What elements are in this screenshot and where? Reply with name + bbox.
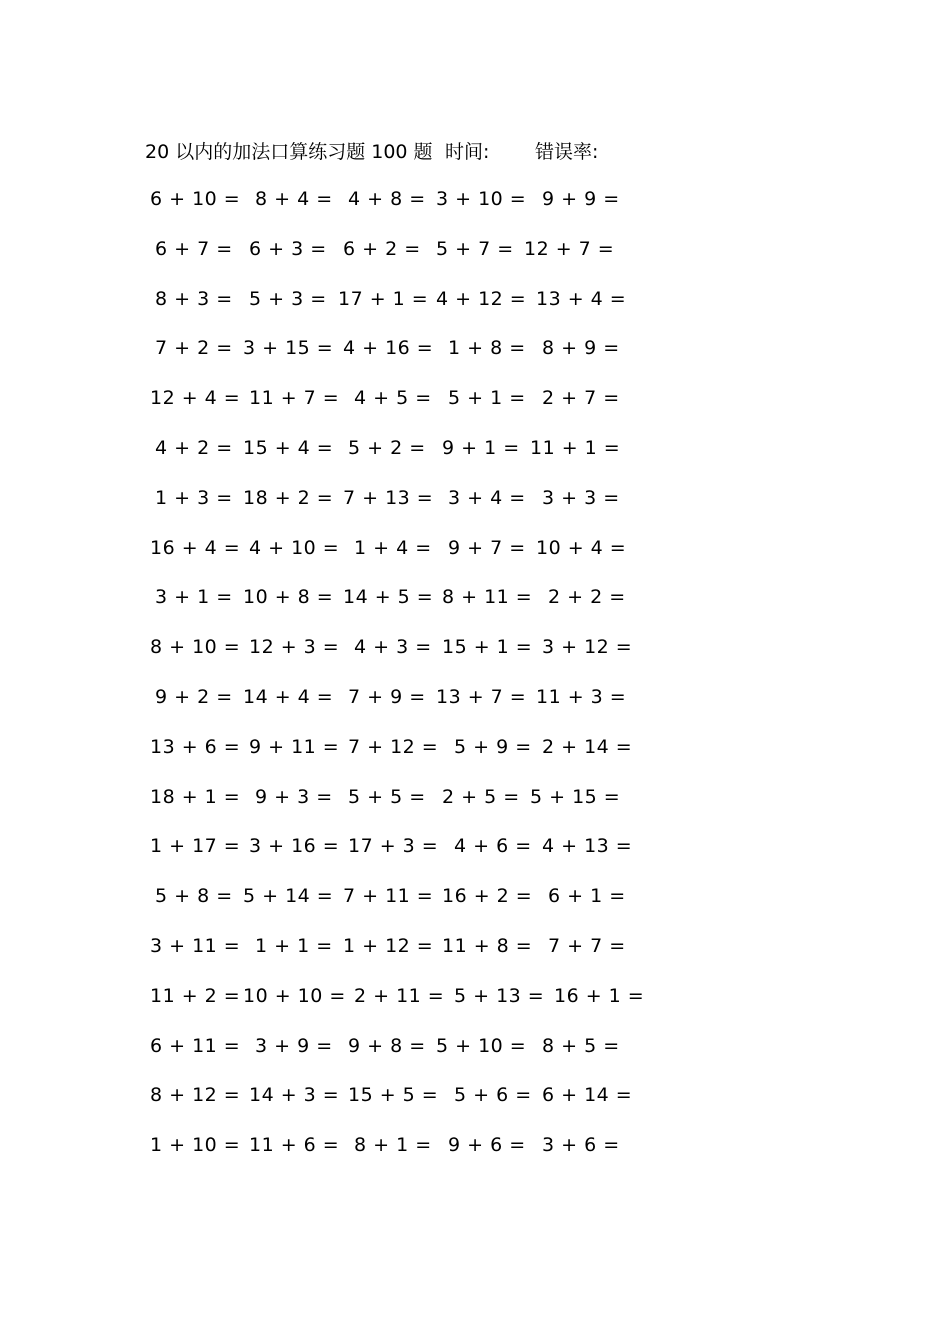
problem-item: 1 + 17 =: [150, 835, 241, 858]
problem-item: 6 + 14 =: [542, 1084, 633, 1107]
problem-item: 8 + 1 =: [354, 1134, 432, 1157]
problem-item: 18 + 2 =: [243, 486, 334, 509]
problem-item: 6 + 1 =: [548, 885, 626, 908]
problem-item: 1 + 4 =: [354, 536, 432, 559]
problem-item: 14 + 3 =: [249, 1084, 340, 1107]
problem-item: 4 + 5 =: [354, 387, 432, 410]
problem-item: 13 + 4 =: [536, 287, 627, 310]
worksheet-title: 20 以内的加法口算练习题 100 题: [145, 141, 433, 163]
problem-item: 5 + 1 =: [448, 387, 526, 410]
problem-item: 1 + 1 =: [255, 935, 333, 957]
problem-item: 15 + 1 =: [442, 636, 533, 659]
problem-item: 5 + 8 =: [155, 885, 233, 908]
problem-item: 14 + 4 =: [243, 686, 334, 708]
problem-item: 3 + 4 =: [448, 486, 526, 509]
problem-item: 4 + 16 =: [343, 337, 434, 360]
problem-item: 4 + 12 =: [436, 287, 527, 310]
problem-item: 5 + 6 =: [454, 1084, 532, 1107]
problem-item: 16 + 2 =: [442, 885, 533, 908]
problem-item: 2 + 5 =: [442, 785, 520, 808]
time-label: 时间:: [445, 141, 490, 163]
problem-item: 15 + 4 =: [243, 437, 334, 459]
problem-item: 6 + 7 =: [155, 237, 233, 260]
problem-item: 6 + 3 =: [249, 237, 327, 260]
problem-item: 8 + 9 =: [542, 337, 620, 360]
problem-item: 5 + 15 =: [530, 785, 621, 808]
problem-item: 8 + 12 =: [150, 1084, 241, 1107]
problem-item: 3 + 10 =: [436, 188, 527, 210]
problem-item: 5 + 7 =: [436, 237, 514, 260]
problem-item: 7 + 12 =: [348, 735, 439, 758]
problem-item: 3 + 11 =: [150, 935, 241, 957]
problem-item: 17 + 3 =: [348, 835, 439, 858]
problem-item: 6 + 11 =: [150, 1034, 241, 1057]
problem-item: 11 + 3 =: [536, 686, 627, 708]
problem-item: 8 + 10 =: [150, 636, 241, 659]
problem-item: 5 + 2 =: [348, 437, 426, 459]
problem-item: 3 + 3 =: [542, 486, 620, 509]
problem-item: 4 + 6 =: [454, 835, 532, 858]
problem-item: 9 + 1 =: [442, 437, 520, 459]
problem-item: 12 + 7 =: [524, 237, 615, 260]
problem-item: 16 + 4 =: [150, 536, 241, 559]
problem-item: 6 + 10 =: [150, 188, 241, 210]
problem-item: 2 + 11 =: [354, 984, 445, 1007]
problem-item: 5 + 9 =: [454, 735, 532, 758]
problem-item: 6 + 2 =: [343, 237, 421, 260]
problem-item: 3 + 9 =: [255, 1034, 333, 1057]
problem-item: 5 + 5 =: [348, 785, 426, 808]
problem-item: 10 + 4 =: [536, 536, 627, 559]
problem-item: 3 + 12 =: [542, 636, 633, 659]
problem-item: 4 + 3 =: [354, 636, 432, 659]
problem-item: 10 + 10 =: [243, 984, 346, 1007]
problem-item: 5 + 13 =: [454, 984, 545, 1007]
problem-item: 11 + 1 =: [530, 437, 621, 459]
problem-item: 4 + 10 =: [249, 536, 340, 559]
problem-item: 8 + 5 =: [542, 1034, 620, 1057]
problem-item: 7 + 11 =: [343, 885, 434, 908]
problem-item: 14 + 5 =: [343, 586, 434, 609]
problem-item: 9 + 7 =: [448, 536, 526, 559]
problem-item: 9 + 11 =: [249, 735, 340, 758]
problem-item: 11 + 6 =: [249, 1134, 340, 1157]
problem-item: 3 + 1 =: [155, 586, 233, 609]
problem-item: 11 + 7 =: [249, 387, 340, 410]
problem-item: 15 + 5 =: [348, 1084, 439, 1107]
problem-item: 1 + 10 =: [150, 1134, 241, 1157]
problem-item: 18 + 1 =: [150, 785, 241, 808]
problem-item: 8 + 11 =: [442, 586, 533, 609]
problem-item: 5 + 3 =: [249, 287, 327, 310]
problem-item: 3 + 15 =: [243, 337, 334, 360]
problem-item: 9 + 2 =: [155, 686, 233, 708]
problem-item: 8 + 4 =: [255, 188, 333, 210]
problem-item: 7 + 9 =: [348, 686, 426, 708]
problem-item: 4 + 13 =: [542, 835, 633, 858]
problem-item: 4 + 2 =: [155, 437, 233, 459]
problem-item: 9 + 8 =: [348, 1034, 426, 1057]
problem-item: 13 + 7 =: [436, 686, 527, 708]
problem-item: 12 + 4 =: [150, 387, 241, 410]
problem-item: 10 + 8 =: [243, 586, 334, 609]
problem-item: 2 + 2 =: [548, 586, 626, 609]
problem-item: 4 + 8 =: [348, 188, 426, 210]
problem-item: 9 + 3 =: [255, 785, 333, 808]
problem-item: 7 + 2 =: [155, 337, 233, 360]
problem-item: 9 + 9 =: [542, 188, 620, 210]
problem-item: 1 + 12 =: [343, 935, 434, 957]
problem-item: 11 + 2 =: [150, 984, 241, 1007]
problem-item: 3 + 6 =: [542, 1134, 620, 1157]
problem-item: 8 + 3 =: [155, 287, 233, 310]
problem-item: 5 + 10 =: [436, 1034, 527, 1057]
problem-item: 16 + 1 =: [554, 984, 645, 1007]
problem-item: 1 + 3 =: [155, 486, 233, 509]
problem-item: 13 + 6 =: [150, 735, 241, 758]
problem-item: 7 + 7 =: [548, 935, 626, 957]
problem-item: 3 + 16 =: [249, 835, 340, 858]
problem-item: 1 + 8 =: [448, 337, 526, 360]
error-rate-label: 错误率:: [535, 141, 599, 163]
problem-item: 5 + 14 =: [243, 885, 334, 908]
problem-item: 2 + 7 =: [542, 387, 620, 410]
problem-item: 12 + 3 =: [249, 636, 340, 659]
problem-item: 2 + 14 =: [542, 735, 633, 758]
problem-item: 11 + 8 =: [442, 935, 533, 957]
problem-item: 7 + 13 =: [343, 486, 434, 509]
problem-item: 17 + 1 =: [338, 287, 429, 310]
problem-item: 9 + 6 =: [448, 1134, 526, 1157]
